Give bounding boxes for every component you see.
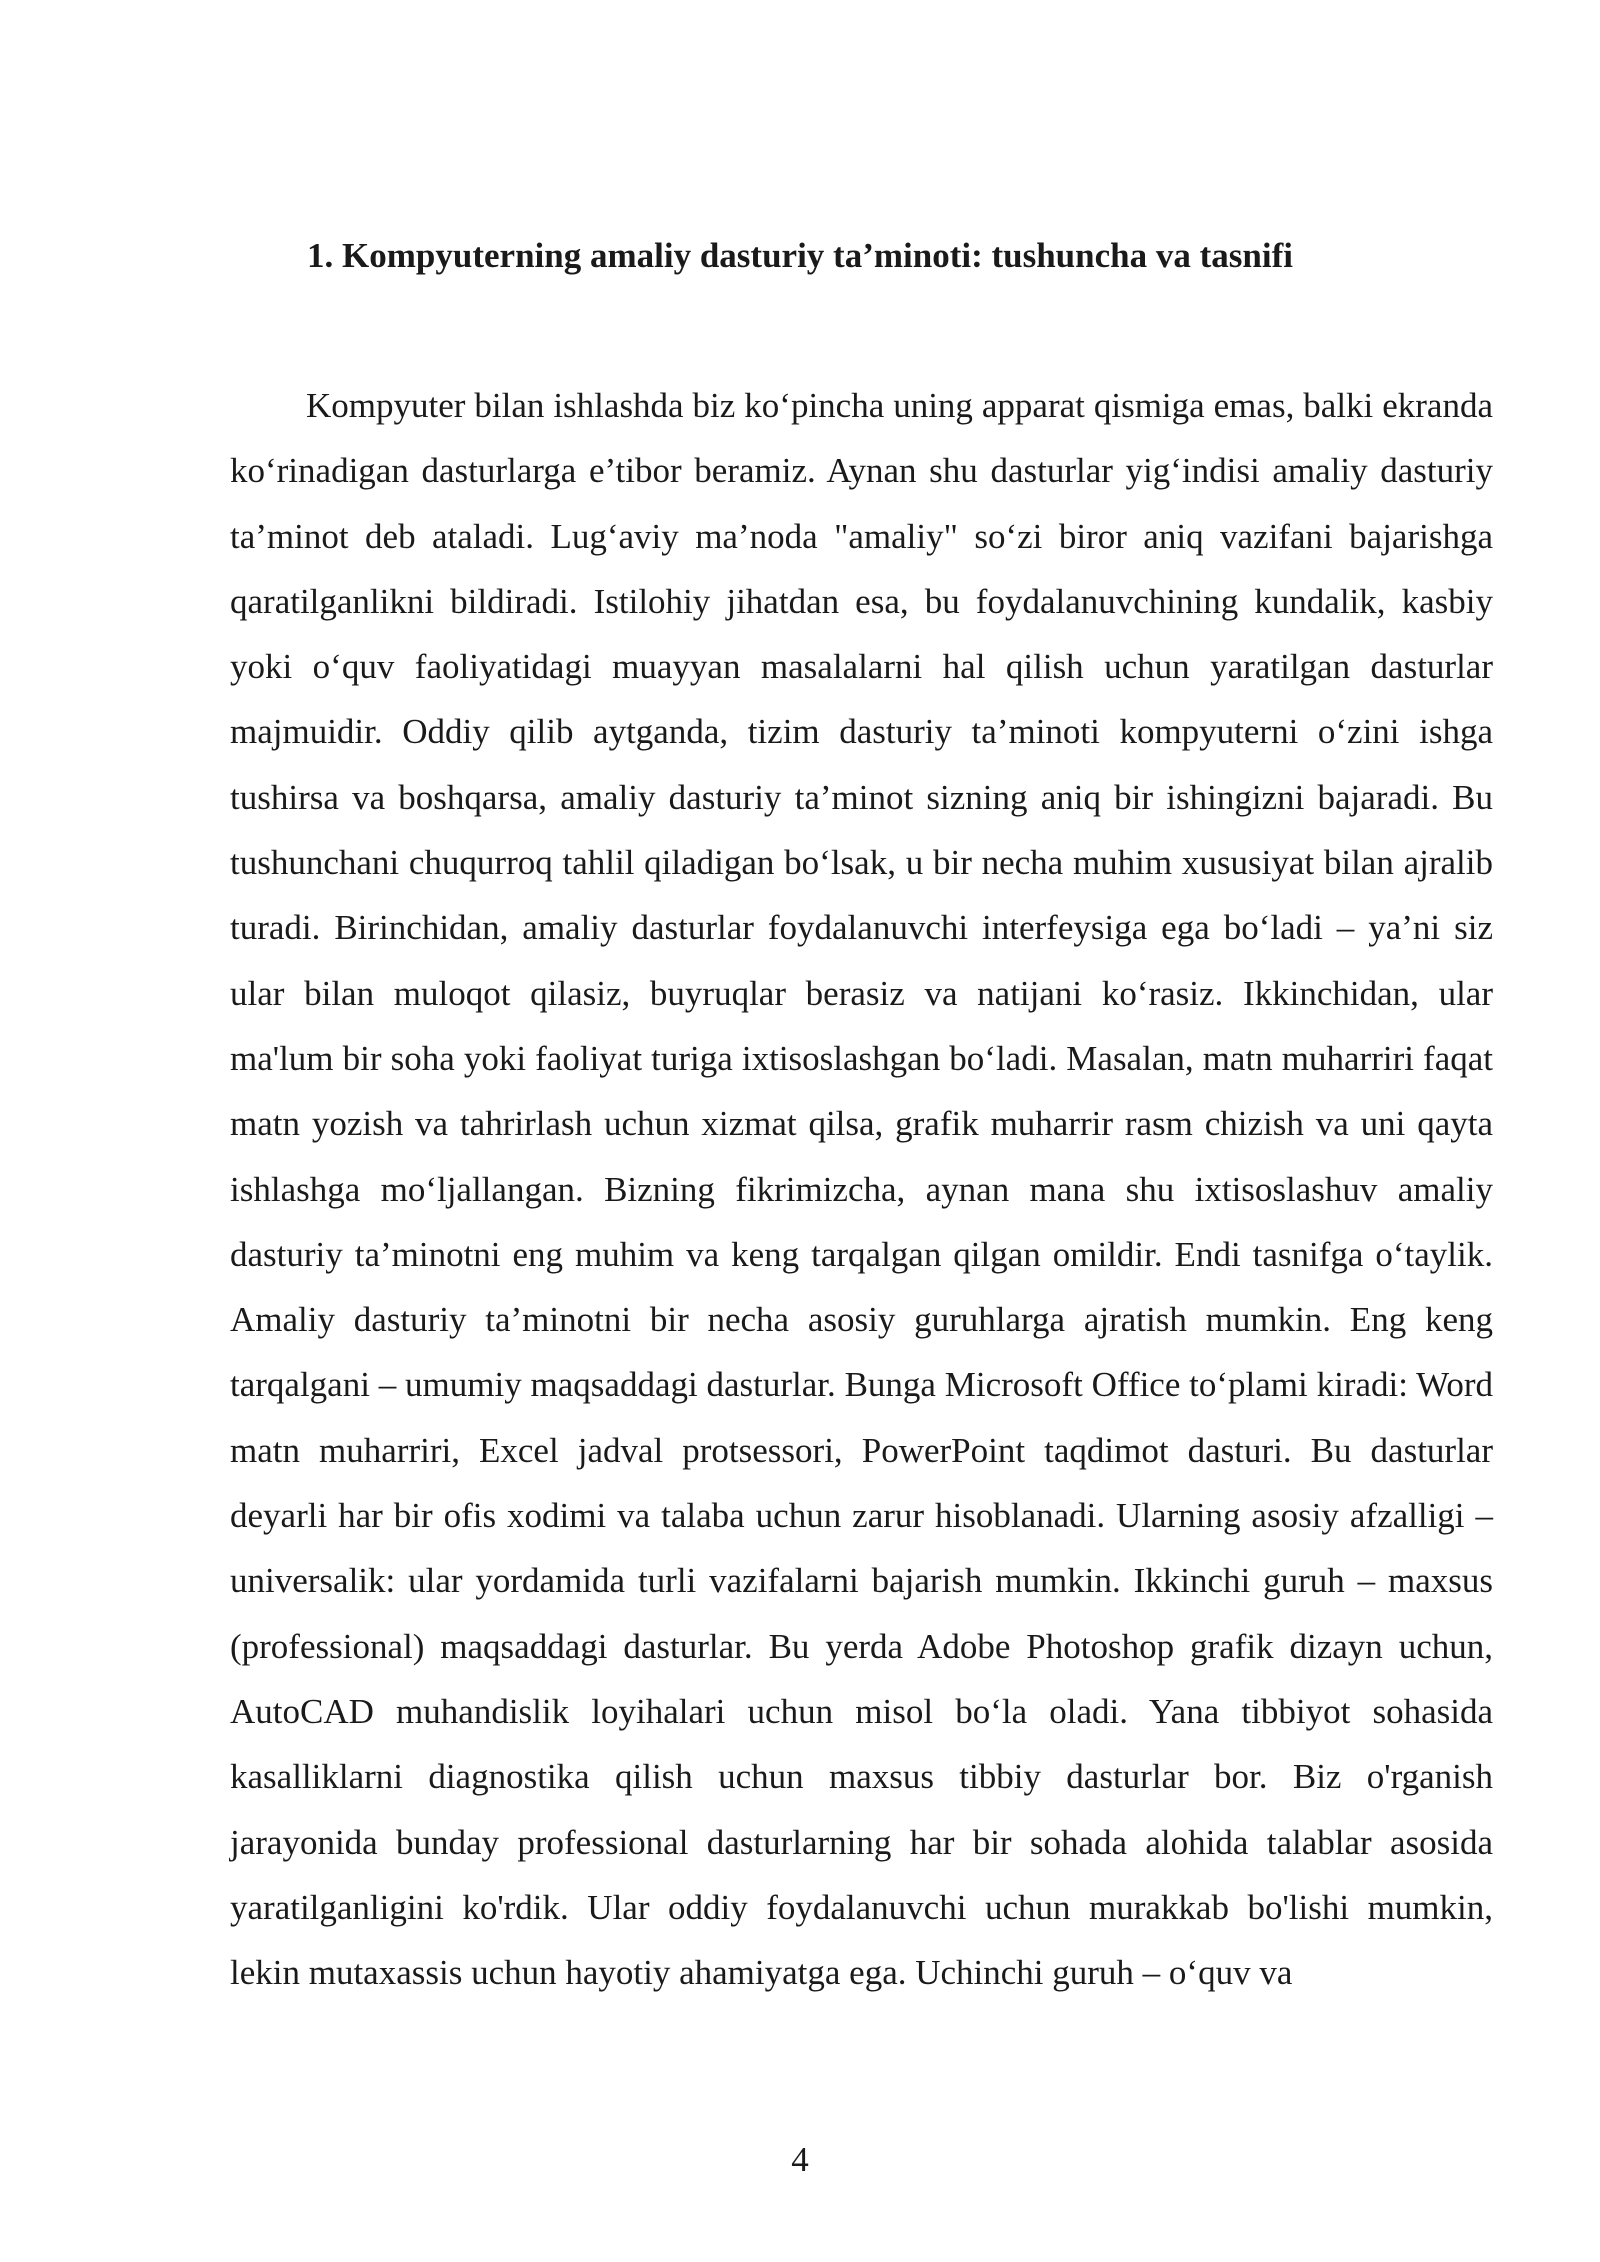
section-heading: 1. Kompyuterning amaliy dasturiy ta’minoti: tushuncha va tasnifi — [307, 236, 1293, 275]
body-paragraph: Kompyuter bilan ishlashda biz ko‘pincha uning apparat qismiga emas, balki ekranda ko‘rinadigan dasturlarga e’tibor beramiz. Aynan shu dasturlar yig‘indisi amaliy dasturiy ta’minot deb ataladi. Lug‘aviy ma’noda "amaliy" so‘zi biror aniq vazifani bajarishga qaratilganlikni bildiradi. Istilohiy jihatdan esa, bu foydalanuvchining kundalik, kasbiy yoki o‘quv faoliyatidagi muayyan masalalarni hal qilish uchun yaratilgan dasturlar majmuidir. Oddiy qilib aytganda, tizim dasturiy ta’minoti kompyuterni o‘zini ishga tushirsa va boshqarsa, amaliy dasturiy ta’minot sizning aniq bir ishingizni bajaradi. Bu tushunchani chuqurroq tahlil qiladigan bo‘lsak, u bir necha muhim xususiyat bilan ajralib turadi. Birinchidan, amaliy dasturlar foydalanuvchi interfeysiga ega bo‘ladi – ya’ni siz ular bilan muloqot qilasiz, buyruqlar berasiz va natijani ko‘rasiz. Ikkinchidan, ular ma'lum bir soha yoki faoliyat turiga ixtisoslashgan bo‘ladi. Masalan, matn muharriri faqat matn yozish va tahrirlash uchun xizmat qilsa, grafik muharrir rasm chizish va uni qayta ishlashga mo‘ljallangan. Bizning fikrimizcha, aynan mana shu ixtisoslashuv amaliy dasturiy ta’minotni eng muhim va keng tarqalgan qilgan omildir. Endi tasnifga o‘taylik. Amaliy dasturiy ta’minotni bir necha asosiy guruhlarga ajratish mumkin. Eng keng tarqalgani – umumiy maqsaddagi dasturlar. Bunga Microsoft Office to‘plami kiradi: Word matn muharriri, Excel jadval protsessori, PowerPoint taqdimot dasturi. Bu dasturlar deyarli har bir ofis xodimi va talaba uchun zarur hisoblanadi. Ularning asosiy afzalligi – universalik: ular yordamida turli vazifalarni bajarish mumkin. Ikkinchi guruh – maxsus (professional) maqsaddagi dasturlar. Bu yerda Adobe Photoshop grafik dizayn uchun, AutoCAD muhandislik loyihalari uchun misol bo‘la oladi. Yana tibbiyot sohasida kasalliklarni diagnostika qilish uchun maxsus tibbiy dasturlar bor. Biz o'rganish jarayonida bunday professional dasturlarning har bir sohada alohida talablar asosida yaratilganligini ko'rdik. Ular oddiy foydalanuvchi uchun murakkab bo'lishi mumkin, lekin mutaxassis uchun hayotiy ahamiyatga ega. Uchinchi guruh – o‘quv va — [230, 386, 1493, 1993]
page-number: 4 — [791, 2140, 809, 2179]
